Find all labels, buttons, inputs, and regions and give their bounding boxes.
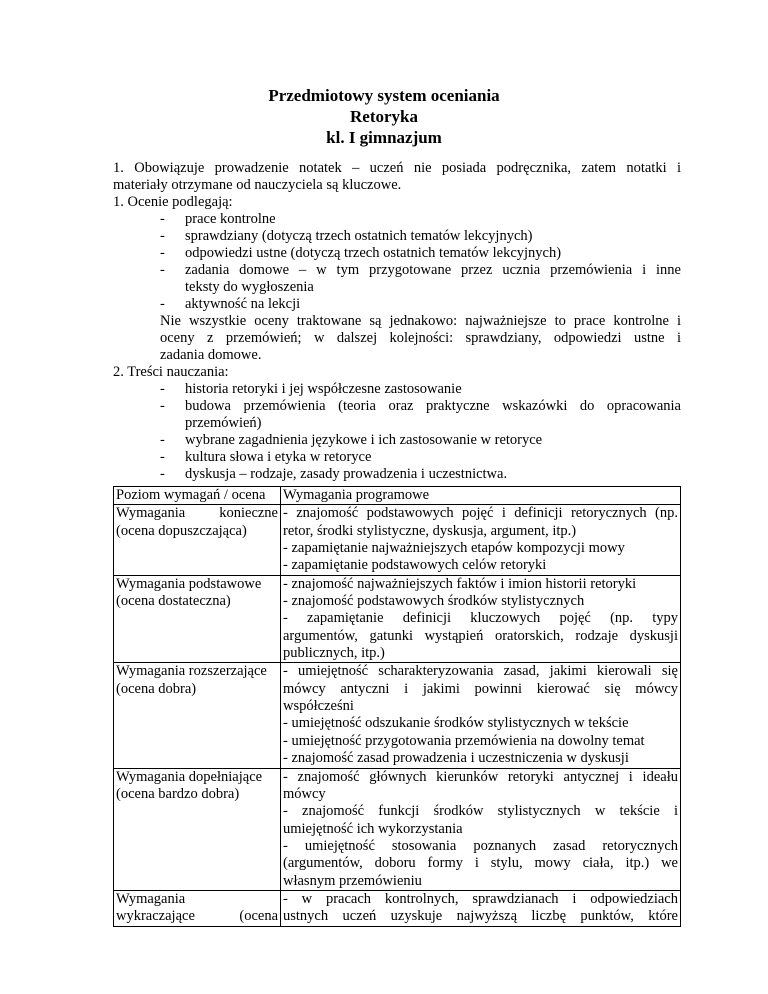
grading-item: zadania domowe – w tym przygotowane przez ucznia przemówienia i inne <box>185 262 681 278</box>
weights-line-2: oceny z przemówień; w dalszej kolejności: sprawdziany, odpowiedzi ustne i <box>160 330 681 346</box>
requirement-line: retor, środki stylistyczne, dyskusja, argument, itp.) <box>283 522 577 539</box>
level-cell <box>114 505 281 575</box>
requirement-line: - znajomość podstawowych środków stylistycznych <box>283 593 585 610</box>
requirement-line: ustnych uczeń uzyskuje najwyższą liczbę punktów, które <box>283 908 678 925</box>
content-item: budowa przemówienia (teoria oraz praktyczne wskazówki do opracowania <box>185 398 681 414</box>
requirements-cell <box>281 575 681 663</box>
requirement-line: argumentów, gatunki wystąpień oratorskich, rodzaje dyskusji <box>283 627 678 644</box>
requirement-line: - zapamiętanie najważniejszych etapów kompozycji mowy <box>283 540 625 557</box>
title-line-2: Retoryka <box>350 107 418 126</box>
level-cell <box>114 890 281 926</box>
content-dash: - <box>160 449 165 465</box>
requirement-line: - w pracach kontrolnych, sprawdzianach i odpowiedziach <box>283 890 678 907</box>
requirement-line: - umiejętność scharakteryzowania zasad, jakimi kierowali się <box>283 663 678 680</box>
content-item: dyskusja – rodzaje, zasady prowadzenia i uczestnictwa. <box>185 466 508 482</box>
requirement-line: - znajomość podstawowych pojęć i definicji retorycznych (np. <box>283 505 678 522</box>
grading-item: prace kontrolne <box>185 211 276 227</box>
requirement-line: - umiejętność stosowania poznanych zasad retorycznych <box>283 837 678 854</box>
content-dash: - <box>160 466 165 482</box>
weights-line-3: zadania domowe. <box>160 347 262 363</box>
level-name: Wymagania podstawowe <box>116 575 262 592</box>
grading-dash: - <box>160 228 165 244</box>
requirement-line: - zapamiętanie definicji kluczowych pojęć (np. typy <box>283 610 678 627</box>
requirement-line: (argumentów, doboru formy i stylu, mowy ciała, itp.) we <box>283 855 678 872</box>
level-name: Wymagania <box>116 890 186 907</box>
title-line-3: kl. I gimnazjum <box>326 128 442 147</box>
requirement-line: - znajomość głównych kierunków retoryki antycznej i ideału <box>283 768 678 785</box>
header-level-cell <box>114 487 281 505</box>
grading-item-continued: teksty do wygłoszenia <box>185 279 314 295</box>
requirements-table <box>113 486 681 927</box>
table-row <box>114 575 681 663</box>
title-line-1: Przedmiotowy system oceniania <box>268 86 500 105</box>
grading-dash: - <box>160 262 165 278</box>
requirements-cell <box>281 505 681 575</box>
content-item: kultura słowa i etyka w retoryce <box>185 449 372 465</box>
content-dash: - <box>160 398 165 414</box>
grading-dash: - <box>160 296 165 312</box>
requirement-line: - zapamiętanie podstawowych celów retoryki <box>283 557 547 574</box>
header-level: Poziom wymagań / ocena <box>116 487 266 503</box>
content-dash: - <box>160 381 165 397</box>
requirement-line: umiejętność ich wykorzystania <box>283 820 463 837</box>
requirement-line: mówcy antyczni i jakimi powinni kierować się mówcy <box>283 680 678 697</box>
requirement-line: współcześni <box>283 698 354 715</box>
grading-item: sprawdziany (dotyczą trzech ostatnich tematów lekcyjnych) <box>185 228 533 244</box>
content-heading: 2. Treści nauczania: <box>113 364 229 380</box>
requirements-cell <box>281 663 681 768</box>
requirement-line: - znajomość najważniejszych faktów i imion historii retoryki <box>283 575 637 592</box>
level-name: Wymagania konieczne <box>116 505 278 522</box>
requirement-line: - umiejętność odszukanie środków stylistycznych w tekście <box>283 715 629 732</box>
table-row <box>114 505 681 575</box>
level-name: Wymagania dopełniające <box>116 768 263 785</box>
requirement-line: własnym przemówieniu <box>283 872 422 889</box>
document-title <box>0 85 768 148</box>
requirements-cell <box>281 890 681 926</box>
table-row <box>114 890 681 926</box>
requirements-cell <box>281 768 681 890</box>
level-grade: wykraczające (ocena <box>116 908 278 925</box>
grading-item: aktywność na lekcji <box>185 296 301 312</box>
grading-heading: 1. Ocenie podlegają: <box>113 194 233 210</box>
requirement-line: - umiejętność przygotowania przemówienia na dowolny temat <box>283 732 645 749</box>
table-header-row <box>114 487 681 505</box>
level-cell <box>114 575 281 663</box>
level-grade: (ocena dobra) <box>116 680 197 697</box>
requirement-line: publicznych, itp.) <box>283 645 385 662</box>
requirement-line: - znajomość funkcji środków stylistycznych w tekście i <box>283 803 678 820</box>
table-row <box>114 768 681 890</box>
grading-dash: - <box>160 245 165 261</box>
notes-paragraph-line-1: 1. Obowiązuje prowadzenie notatek – uczeń nie posiada podręcznika, zatem notatki i <box>113 160 681 176</box>
table-row <box>114 663 681 768</box>
level-grade: (ocena bardzo dobra) <box>116 785 240 802</box>
content-item-continued: przemówień) <box>185 415 262 431</box>
requirement-line: - znajomość zasad prowadzenia i uczestniczenia w dyskusji <box>283 750 629 767</box>
level-grade: (ocena dopuszczająca) <box>116 522 247 539</box>
level-name: Wymagania rozszerzające <box>116 663 267 680</box>
grading-dash: - <box>160 211 165 227</box>
grading-item: odpowiedzi ustne (dotyczą trzech ostatnich tematów lekcyjnych) <box>185 245 562 261</box>
header-requirements: Wymagania programowe <box>283 487 430 503</box>
content-dash: - <box>160 432 165 448</box>
level-cell <box>114 768 281 890</box>
content-item: historia retoryki i jej współczesne zastosowanie <box>185 381 462 397</box>
content-item: wybrane zagadnienia językowe i ich zastosowanie w retoryce <box>185 432 543 448</box>
level-grade: (ocena dostateczna) <box>116 593 231 610</box>
header-requirements-cell <box>281 487 681 505</box>
weights-line-1: Nie wszystkie oceny traktowane są jednakowo: najważniejsze to prace kontrolne i <box>160 313 681 329</box>
level-cell <box>114 663 281 768</box>
requirement-line: mówcy <box>283 785 326 802</box>
notes-paragraph-line-2: materiały otrzymane od nauczyciela są kluczowe. <box>113 177 402 193</box>
